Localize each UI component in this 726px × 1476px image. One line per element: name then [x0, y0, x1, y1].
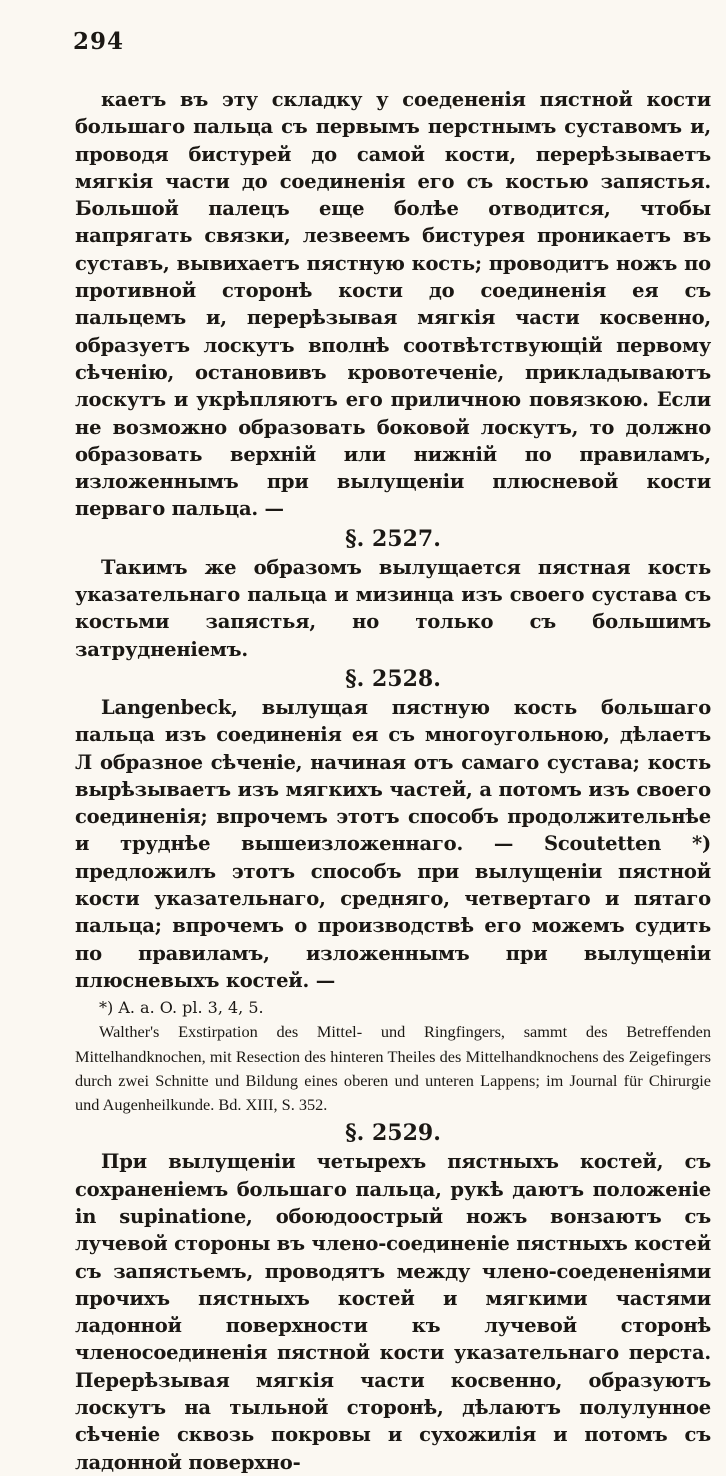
page-number: 294	[73, 28, 125, 55]
footnote-text: Walther's Exstirpation des Mittel- und Ringfingers, sammt des Betreffenden Mittelhandknochen, mit Resection des hinteren Theiles des Mittelhandknochens des Zeigefingers durch zwei Schnitte und Bildung eines oberen und unteren Lappens; im Journal für Chirurgie und Augenheilkunde. Bd. XIII, S. 352.	[75, 1022, 711, 1115]
paragraph: Langenbeck, вылущая пястную кость большаго пальца изъ соединенія ея съ многоугольною, дѣлаетъ Л образное сѣченіе, начиная отъ самаго сустава; кость вырѣзываетъ изъ мягкихъ частей, а потомъ изъ своего соединенія; впрочемъ этотъ способъ продолжительнѣе и труднѣе вышеизложеннаго. — Scoutetten *) предложилъ этотъ способъ при вылущеніи пястной кости указательнаго, средняго, четвертаго и пятаго пальца; впрочемъ о производствѣ его можемъ судить по правиламъ, изложеннымъ при вылущеніи плюсневыхъ костей. —	[75, 695, 711, 992]
section-heading: §. 2529.	[345, 1120, 441, 1147]
footnote-reference: *) A. a. O. pl. 3, 4, 5.	[99, 998, 264, 1018]
section-heading: §. 2528.	[345, 665, 441, 692]
paragraph: При вылущеніи четырехъ пястныхъ костей, съ сохраненіемъ большаго пальца, рукѣ даютъ положеніе in supinatione, обоюдоострый ножъ вонзаютъ съ лучевой стороны въ члено-соединеніе пястныхъ костей съ запястьемъ, проводятъ между члено-соедененіями прочихъ пястныхъ костей и мягкими частями ладонной поверхности къ лучевой сторонѣ членосоединенія пястной кости указательнаго перста. Перерѣзывая мягкія части косвенно, образуютъ лоскутъ на тыльной сторонѣ, дѣлаютъ полулунное сѣченіе сквозь покровы и сухожилія и потомъ съ ладонной поверхно-	[75, 1150, 711, 1474]
section-heading: §. 2527.	[345, 525, 441, 552]
page-text	[75, 86, 711, 1476]
paragraph: каетъ въ эту складку у соедененія пястной кости большаго пальца съ первымъ перстнымъ суставомъ и, проводя бистурей до самой кости, перерѣзываетъ мягкія части до соединенія его съ костью запястья. Большой палецъ еще болѣе отводится, чтобы напрягать связки, лезвеемъ бистурея проникаетъ въ суставъ, вывихаетъ пястную кость; проводитъ ножъ по противной сторонѣ кости до соединенія ея съ пальцемъ и, перерѣзывая мягкія части косвенно, образуетъ лоскутъ вполнѣ соотвѣтствующій первому сѣченію, остановивъ кровотеченіе, прикладываютъ лоскутъ и укрѣпляютъ его приличною повязкою. Если не возможно образовать боковой лоскутъ, то должно образовать верхній или нижній по правиламъ, изложеннымъ при вылущеніи плюсневой кости перваго пальца. —	[75, 88, 711, 521]
paragraph: Такимъ же образомъ вылущается пястная кость указательнаго пальца и мизинца изъ своего сустава съ костьми запястья, но только съ большимъ затрудненіемъ.	[75, 555, 711, 661]
